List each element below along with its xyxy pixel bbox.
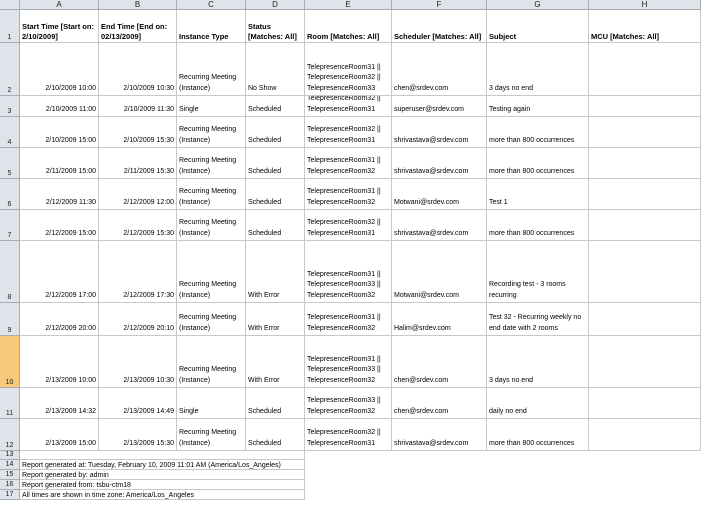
instance-type-cell[interactable] [177, 419, 246, 451]
status-cell[interactable]: With Error [246, 336, 305, 388]
report-note-cell[interactable]: Report generated by: admin [20, 470, 305, 480]
cell-line: more than 800 occurrences [489, 439, 575, 447]
cell-line: TelepresenceRoom32 || [307, 74, 381, 81]
cell-line: (Instance) [179, 291, 211, 299]
end-time-cell[interactable]: 2/13/2009 15:30 [99, 419, 177, 451]
instance-type-cell[interactable] [177, 303, 246, 336]
cell-line: TelepresenceRoom32 || [307, 429, 381, 436]
mcu-cell[interactable] [589, 148, 701, 179]
status-cell[interactable]: Scheduled [246, 117, 305, 148]
cell-line: Testing again [489, 105, 531, 113]
cell-line: Recurring Meeting [179, 366, 237, 373]
cell-line: TelepresenceRoom32 [307, 198, 376, 206]
subject-cell[interactable] [487, 148, 589, 179]
room-cell[interactable] [305, 336, 392, 388]
cell-line: TelepresenceRoom32 || [307, 96, 381, 102]
row-header-13[interactable]: 13 [0, 451, 20, 460]
end-time-cell[interactable]: 2/12/2009 12:00 [99, 179, 177, 210]
subject-cell[interactable] [487, 303, 589, 336]
column-header-d[interactable]: D [246, 0, 305, 10]
start-time-cell[interactable]: 2/10/2009 15:00 [20, 117, 99, 148]
row-header-15[interactable]: 15 [0, 470, 20, 480]
report-note-cell[interactable]: All times are shown in time zone: America/Los_Angeles [20, 490, 305, 500]
room-cell[interactable] [305, 419, 392, 451]
header-cell-e[interactable]: Room [Matches: All] [305, 10, 392, 43]
cell-line: Recurring Meeting [179, 188, 237, 195]
cell-line: (Instance) [179, 136, 211, 144]
column-header-h[interactable]: H [589, 0, 701, 10]
status-cell[interactable]: With Error [246, 303, 305, 336]
cell-line: Test 32 - Recurring weekly no [489, 314, 582, 321]
room-cell[interactable] [305, 117, 392, 148]
column-header-g[interactable]: G [487, 0, 589, 10]
cell-line: TelepresenceRoom31 || [307, 355, 381, 363]
row-header-9[interactable]: 9 [0, 303, 20, 336]
cell-line: TelepresenceRoom32 || [307, 219, 381, 226]
status-cell[interactable]: Scheduled [246, 148, 305, 179]
end-time-cell[interactable]: 2/12/2009 20:10 [99, 303, 177, 336]
mcu-cell[interactable] [589, 179, 701, 210]
cell-line: recurring [489, 291, 517, 299]
cell-line: (Instance) [179, 439, 211, 447]
row-header-6[interactable]: 6 [0, 179, 20, 210]
scheduler-cell[interactable]: chen@srdev.com [392, 388, 487, 419]
start-time-cell[interactable]: 2/11/2009 15:00 [20, 148, 99, 179]
cell-line: more than 800 occurrences [489, 229, 575, 237]
end-time-cell[interactable]: 2/12/2009 17:30 [99, 241, 177, 303]
room-cell[interactable] [305, 241, 392, 303]
status-cell[interactable]: Scheduled [246, 179, 305, 210]
column-header-b[interactable]: B [99, 0, 177, 10]
subject-cell[interactable] [487, 336, 589, 388]
cell-line: 3 days no end [489, 84, 533, 92]
cell-line: TelepresenceRoom32 [307, 167, 376, 175]
header-cell-d[interactable]: Status [Matches: All] [246, 10, 305, 43]
start-time-cell[interactable]: 2/12/2009 15:00 [20, 210, 99, 241]
cell-line: TelepresenceRoom32 [307, 291, 376, 299]
mcu-cell[interactable] [589, 336, 701, 388]
subject-cell[interactable] [487, 117, 589, 148]
header-cell-g[interactable]: Subject [487, 10, 589, 43]
start-time-cell[interactable]: 2/12/2009 20:00 [20, 303, 99, 336]
cell-line: Recurring Meeting [179, 74, 237, 81]
status-cell[interactable]: No Show [246, 43, 305, 96]
select-all-corner[interactable] [0, 0, 20, 10]
cell-line: (Instance) [179, 324, 211, 332]
cell-line: TelepresenceRoom31 || [307, 157, 381, 164]
end-time-cell[interactable]: 2/10/2009 11:30 [99, 96, 177, 117]
end-time-cell[interactable]: 2/11/2009 15:30 [99, 148, 177, 179]
end-time-cell[interactable]: 2/13/2009 14:49 [99, 388, 177, 419]
start-time-cell[interactable]: 2/13/2009 10:00 [20, 336, 99, 388]
cell-line: TelepresenceRoom31 [307, 439, 376, 447]
cell-line: (Instance) [179, 198, 211, 206]
cell-line: TelepresenceRoom32 [307, 407, 376, 415]
room-cell[interactable] [305, 179, 392, 210]
mcu-cell[interactable] [589, 303, 701, 336]
end-time-cell[interactable]: 2/10/2009 10:30 [99, 43, 177, 96]
instance-type-cell[interactable] [177, 148, 246, 179]
start-time-cell[interactable]: 2/10/2009 11:00 [20, 96, 99, 117]
cell-line: (Instance) [179, 167, 211, 175]
subject-cell[interactable] [487, 179, 589, 210]
column-header-a[interactable]: A [20, 0, 99, 10]
column-header-c[interactable]: C [177, 0, 246, 10]
mcu-cell[interactable] [589, 388, 701, 419]
instance-type-cell[interactable] [177, 336, 246, 388]
cell-line: 3 days no end [489, 376, 533, 384]
scheduler-cell[interactable]: shrivastava@srdev.com [392, 210, 487, 241]
cell-line: (Instance) [179, 84, 211, 92]
column-header-f[interactable]: F [392, 0, 487, 10]
instance-type-cell[interactable] [177, 241, 246, 303]
cell-line: daily no end [489, 407, 527, 415]
status-cell[interactable]: Scheduled [246, 388, 305, 419]
instance-type-cell[interactable] [177, 117, 246, 148]
cell-line: more than 800 occurrences [489, 136, 575, 144]
instance-type-cell[interactable] [177, 96, 246, 117]
mcu-cell[interactable] [589, 419, 701, 451]
header-cell-c[interactable]: Instance Type [177, 10, 246, 43]
room-cell[interactable] [305, 303, 392, 336]
cell-line: TelepresenceRoom33 [307, 84, 376, 92]
subject-cell[interactable] [487, 241, 589, 303]
scheduler-cell[interactable]: Motwani@srdev.com [392, 179, 487, 210]
end-time-cell[interactable]: 2/13/2009 10:30 [99, 336, 177, 388]
cell-line: Recurring Meeting [179, 281, 237, 288]
row-header-5[interactable]: 5 [0, 148, 20, 179]
row-header-17[interactable]: 17 [0, 490, 20, 500]
subject-cell[interactable] [487, 210, 589, 241]
end-time-cell[interactable]: 2/12/2009 15:30 [99, 210, 177, 241]
cell-line: TelepresenceRoom31 || [307, 188, 381, 195]
cell-line: Recording test - 3 rooms [489, 281, 566, 288]
cell-line: Single [179, 407, 199, 415]
row-header-2[interactable]: 2 [0, 43, 20, 96]
scheduler-cell[interactable]: superuser@srdev.com [392, 96, 487, 117]
status-cell[interactable]: Scheduled [246, 419, 305, 451]
row-header-14[interactable]: 14 [0, 460, 20, 470]
end-time-cell[interactable]: 2/10/2009 15:30 [99, 117, 177, 148]
start-time-cell[interactable]: 2/10/2009 10:00 [20, 43, 99, 96]
row-header-7[interactable]: 7 [0, 210, 20, 241]
cell-line: TelepresenceRoom33 || [307, 281, 381, 288]
cell-line: TelepresenceRoom32 [307, 376, 376, 384]
start-time-cell[interactable]: 2/12/2009 17:00 [20, 241, 99, 303]
header-cell-b[interactable]: End Time [End on: 02/13/2009] [99, 10, 177, 43]
instance-type-cell[interactable] [177, 388, 246, 419]
room-cell[interactable] [305, 148, 392, 179]
cell-line: Recurring Meeting [179, 126, 237, 133]
mcu-cell[interactable] [589, 43, 701, 96]
instance-type-cell[interactable] [177, 179, 246, 210]
cell-line: Recurring Meeting [179, 219, 237, 226]
header-cell-a[interactable]: Start Time [Start on: 2/10/2009] [20, 10, 99, 43]
scheduler-cell[interactable]: shrivastava@srdev.com [392, 117, 487, 148]
row-header-8[interactable]: 8 [0, 241, 20, 303]
subject-cell[interactable] [487, 96, 589, 117]
scheduler-cell[interactable]: chen@srdev.com [392, 43, 487, 96]
row-header-1[interactable]: 1 [0, 10, 20, 43]
report-note-cell[interactable] [20, 451, 305, 460]
cell-line: end date with 2 rooms [489, 324, 558, 332]
cell-line: TelepresenceRoom31 || [307, 270, 381, 278]
room-cell[interactable] [305, 43, 392, 96]
status-cell[interactable]: Scheduled [246, 210, 305, 241]
mcu-cell[interactable] [589, 117, 701, 148]
scheduler-cell[interactable]: shrivastava@srdev.com [392, 419, 487, 451]
row-header-16[interactable]: 16 [0, 480, 20, 490]
mcu-cell[interactable] [589, 210, 701, 241]
cell-line: TelepresenceRoom31 [307, 136, 376, 144]
subject-cell[interactable] [487, 419, 589, 451]
room-cell[interactable] [305, 96, 392, 117]
instance-type-cell[interactable] [177, 210, 246, 241]
scheduler-cell[interactable]: Halim@srdev.com [392, 303, 487, 336]
status-cell[interactable]: With Error [246, 241, 305, 303]
cell-line: Recurring Meeting [179, 429, 237, 436]
cell-line: TelepresenceRoom33 || [307, 366, 381, 373]
mcu-cell[interactable] [589, 96, 701, 117]
room-cell[interactable] [305, 388, 392, 419]
row-header-11[interactable]: 11 [0, 388, 20, 419]
start-time-cell[interactable]: 2/13/2009 14:32 [20, 388, 99, 419]
cell-line: Recurring Meeting [179, 314, 237, 321]
cell-line: Recurring Meeting [179, 157, 237, 164]
subject-cell[interactable] [487, 388, 589, 419]
room-cell[interactable] [305, 210, 392, 241]
row-header-12[interactable]: 12 [0, 419, 20, 451]
cell-line: TelepresenceRoom31 || [307, 314, 381, 321]
instance-type-cell[interactable] [177, 43, 246, 96]
row-header-10[interactable]: 10 [0, 336, 20, 388]
header-cell-h[interactable]: MCU [Matches: All] [589, 10, 701, 43]
mcu-cell[interactable] [589, 241, 701, 303]
start-time-cell[interactable]: 2/13/2009 15:00 [20, 419, 99, 451]
cell-line: TelepresenceRoom31 [307, 229, 376, 237]
cell-line: TelepresenceRoom32 || [307, 126, 381, 133]
column-header-e[interactable]: E [305, 0, 392, 10]
subject-cell[interactable] [487, 43, 589, 96]
scheduler-cell[interactable]: shrivastava@srdev.com [392, 148, 487, 179]
report-note-cell[interactable]: Report generated from: tsbu-ctm18 [20, 480, 305, 490]
scheduler-cell[interactable]: chen@srdev.com [392, 336, 487, 388]
scheduler-cell[interactable]: Motwani@srdev.com [392, 241, 487, 303]
header-cell-f[interactable]: Scheduler [Matches: All] [392, 10, 487, 43]
cell-line: more than 800 occurrences [489, 167, 575, 175]
row-header-3[interactable]: 3 [0, 96, 20, 117]
report-note-cell[interactable]: Report generated at: Tuesday, February 10, 2009 11:01 AM (America/Los_Angeles) [20, 460, 305, 470]
cell-line: TelepresenceRoom31 || [307, 63, 381, 71]
cell-line: TelepresenceRoom32 [307, 324, 376, 332]
start-time-cell[interactable]: 2/12/2009 11:30 [20, 179, 99, 210]
cell-line: TelepresenceRoom31 [307, 105, 376, 113]
cell-line: (Instance) [179, 229, 211, 237]
row-header-4[interactable]: 4 [0, 117, 20, 148]
cell-line: TelepresenceRoom33 || [307, 397, 381, 404]
cell-line: Single [179, 105, 199, 113]
cell-line: (Instance) [179, 376, 211, 384]
cell-line: Test 1 [489, 198, 508, 206]
status-cell[interactable]: Scheduled [246, 96, 305, 117]
